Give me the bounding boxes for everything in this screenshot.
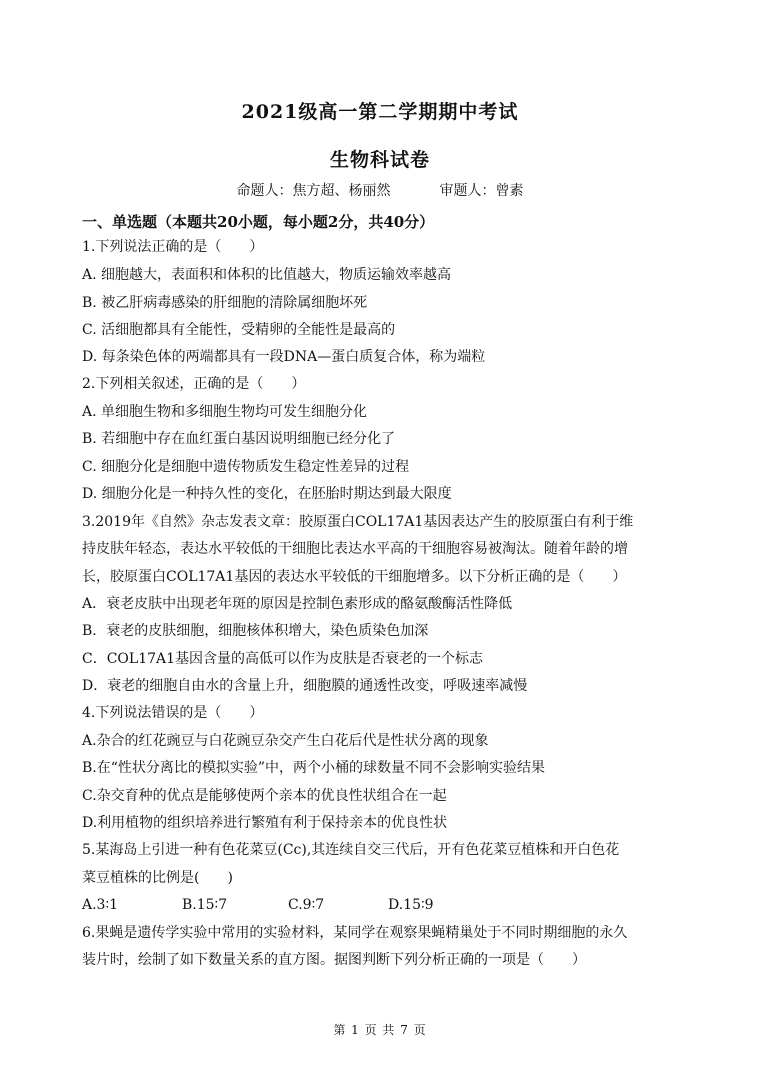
author-line xyxy=(0,180,760,200)
question-1-option-b: B. 被乙肝病毒感染的肝细胞的清除属细胞坏死 xyxy=(82,295,368,311)
reviewer-text: 审题人：曾素 xyxy=(439,183,524,199)
question-2-option-a: A. 单细胞生物和多细胞生物均可发生细胞分化 xyxy=(82,404,368,420)
section-heading: 一、单选题（本题共20小题，每小题2分，共40分） xyxy=(82,213,435,231)
question-5-option-d: D.15∶9 xyxy=(388,897,434,913)
question-1-option-d: D. 每条染色体的两端都具有一段DNA—蛋白质复合体，称为端粒 xyxy=(82,349,486,365)
question-3-stem-line3: 长，胶原蛋白COL17A1基因的表达水平较低的干细胞增多。以下分析正确的是（ ） xyxy=(82,569,627,585)
question-3-option-b: B．衰老的皮肤细胞，细胞核体积增大，染色质染色加深 xyxy=(82,623,429,639)
question-1-option-a: A. 细胞越大，表面积和体积的比值越大，物质运输效率越高 xyxy=(82,267,452,283)
page-number: 第 1 页 共 7 页 xyxy=(333,1023,427,1037)
question-3-option-a: A．衰老皮肤中出现老年斑的原因是控制色素形成的酪氨酸酶活性降低 xyxy=(82,596,513,612)
question-4-option-d: D.利用植物的组织培养进行繁殖有利于保持亲本的优良性状 xyxy=(82,815,448,831)
question-5-options xyxy=(82,895,434,915)
question-4-option-b: B.在“性状分离比的模拟实验”中，两个小桶的球数量不同不会影响实验结果 xyxy=(82,760,546,776)
question-5-stem-line1: 5.某海岛上引进一种有色花菜豆(Cc),其连续自交三代后，开有色花菜豆植株和开白色花 xyxy=(82,842,620,858)
question-5-stem-line2: 菜豆植株的比例是( ) xyxy=(82,870,233,886)
question-2-option-b: B. 若细胞中存在血红蛋白基因说明细胞已经分化了 xyxy=(82,431,396,447)
question-3-option-d: D．衰老的细胞自由水的含量上升，细胞膜的通透性改变，呼吸速率减慢 xyxy=(82,678,528,694)
question-6-stem-line1: 6.果蝇是遗传学实验中常用的实验材料，某同学在观察果蝇精巢处于不同时期细胞的永久 xyxy=(82,925,628,941)
exam-title: 2021级高一第二学期期中考试 xyxy=(241,101,519,123)
question-4-option-c: C.杂交育种的优点是能够使两个亲本的优良性状组合在一起 xyxy=(82,788,447,804)
question-3-stem-line2: 持皮肤年轻态，表达水平较低的干细胞比表达水平高的干细胞容易被淘汰。随着年龄的增 xyxy=(82,541,628,557)
question-2-stem: 2.下列相关叙述，正确的是（ ） xyxy=(82,376,306,392)
question-4-stem: 4.下列说法错误的是（ ） xyxy=(82,705,264,721)
question-2-option-c: C. 细胞分化是细胞中遗传物质发生稳定性差异的过程 xyxy=(82,459,410,475)
question-5-option-b: B.15∶7 xyxy=(182,897,228,913)
exam-subtitle: 生物科试卷 xyxy=(329,149,430,171)
question-5-option-c: C.9∶7 xyxy=(288,897,325,913)
question-4-option-a: A.杂合的红花豌豆与白花豌豆杂交产生白花后代是性状分离的现象 xyxy=(82,733,489,749)
setter-text: 命题人：焦方超、杨丽然 xyxy=(236,183,391,199)
question-5-option-a: A.3∶1 xyxy=(82,897,119,913)
question-1-option-c: C. 活细胞都具有全能性，受精卵的全能性是最高的 xyxy=(82,322,396,338)
question-3-option-c: C．COL17A1基因含量的高低可以作为皮肤是否衰老的一个标志 xyxy=(82,651,484,667)
question-1-stem: 1.下列说法正确的是（ ） xyxy=(82,239,264,255)
question-6-stem-line2: 装片时，绘制了如下数量关系的直方图。据图判断下列分析正确的一项是（ ） xyxy=(82,952,586,968)
question-3-stem-line1: 3.2019年《自然》杂志发表文章：胶原蛋白COL17A1基因表达产生的胶原蛋白有利于维 xyxy=(82,514,634,530)
question-2-option-d: D. 细胞分化是一种持久性的变化，在胚胎时期达到最大限度 xyxy=(82,486,452,502)
